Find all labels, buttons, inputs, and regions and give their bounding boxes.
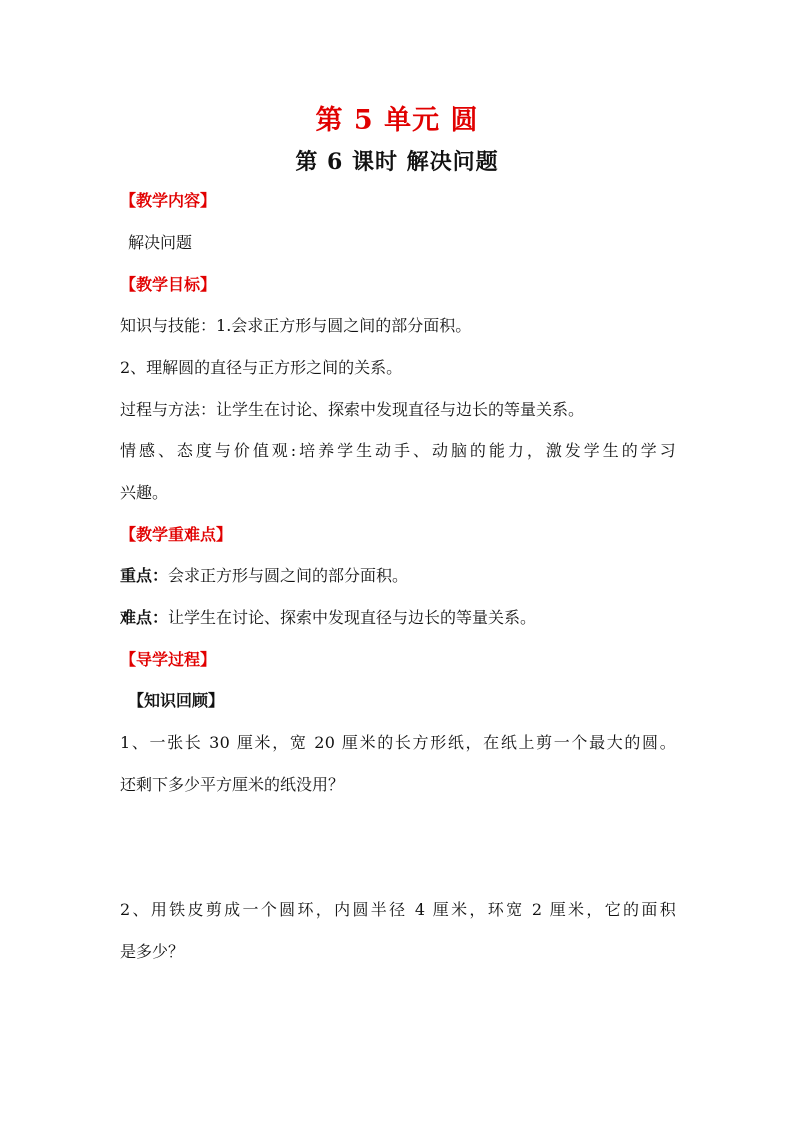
goal-knowledge-label: 知识与技能： (120, 316, 217, 335)
section-heading-process: 【导学过程】 (120, 650, 217, 669)
section-heading-content: 【教学内容】 (120, 191, 217, 210)
goal-emotion-label: 情感、态度与价值观: (120, 441, 297, 460)
goal-process-text: 让学生在讨论、探索中发现直径与边长的等量关系。 (216, 400, 585, 419)
question-2-line-2: 是多少？ (120, 942, 185, 961)
difficult-point-text: 让学生在讨论、探索中发现直径与边长的等量关系。 (168, 608, 537, 627)
unit-title: 第 5 单元 圆 (315, 105, 479, 136)
difficult-point-label: 难点： (120, 608, 169, 627)
goal-knowledge-text: 1.会求正方形与圆之间的部分面积。 (216, 316, 472, 335)
section-heading-key-points: 【教学重难点】 (120, 525, 233, 544)
question-1-line-2: 还剩下多少平方厘米的纸没用？ (120, 775, 345, 794)
goal-emotion-continued: 兴趣。 (120, 483, 169, 502)
section-heading-goals: 【教学目标】 (120, 275, 217, 294)
content-text: 解决问题 (128, 233, 193, 252)
key-point-label: 重点： (120, 566, 169, 585)
goal-knowledge (120, 316, 471, 336)
goal-process-label: 过程与方法： (120, 400, 217, 419)
key-point-text: 会求正方形与圆之间的部分面积。 (168, 566, 409, 585)
goal-emotion (120, 441, 676, 461)
difficult-point (120, 608, 536, 628)
review-heading: 【知识回顾】 (128, 691, 225, 710)
question-2-line-1: 2、用铁皮剪成一个圆环，内圆半径 4 厘米，环宽 2 厘米，它的面积 (120, 900, 676, 919)
goal-emotion-text: 培养学生动手、动脑的能力，激发学生的学习 (296, 441, 676, 460)
goal-item-2: 2、理解圆的直径与正方形之间的关系。 (120, 358, 403, 377)
key-point (120, 566, 408, 586)
question-1-line-1: 1、一张长 30 厘米，宽 20 厘米的长方形纸，在纸上剪一个最大的圆。 (120, 733, 676, 752)
goal-process (120, 400, 584, 420)
lesson-title: 第 6 课时 解决问题 (295, 149, 499, 175)
